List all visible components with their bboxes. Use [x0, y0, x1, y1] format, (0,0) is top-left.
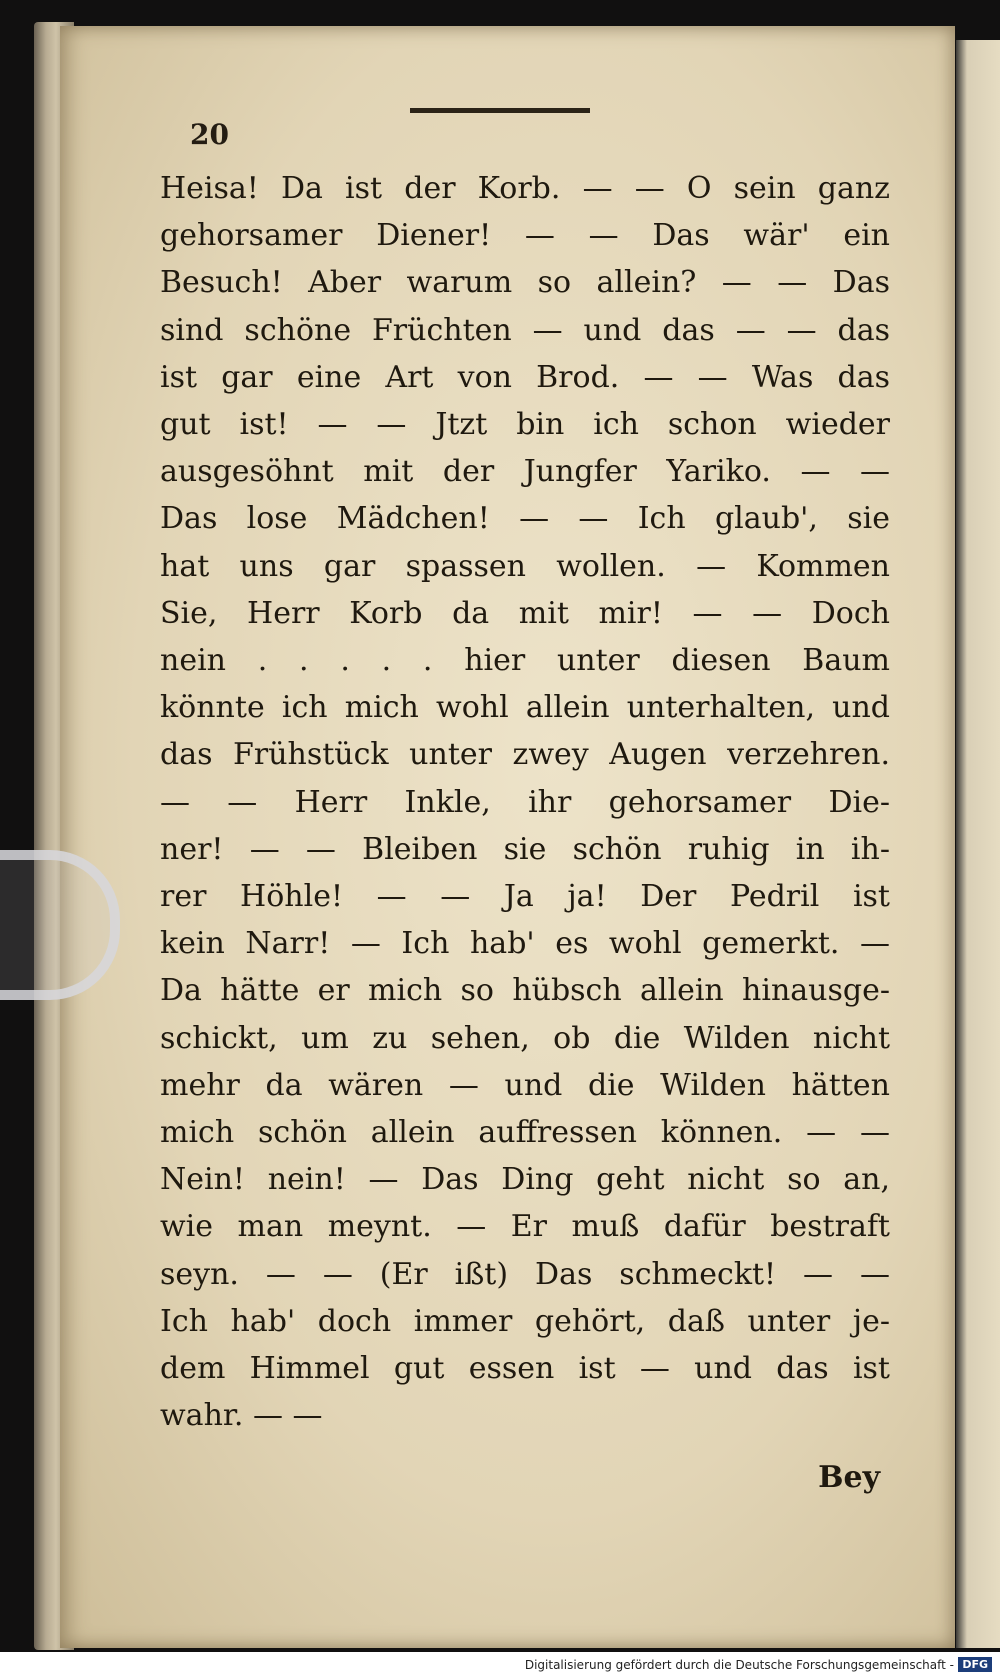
text-line: nein . . . . . hier unter diesen Baum: [160, 643, 890, 679]
text-line: seyn. — — (Er ißt) Das schmeckt! — —: [160, 1256, 890, 1292]
text-line: sind schöne Früchten — und das — — das: [160, 312, 890, 348]
page-number: 20: [190, 118, 229, 151]
text-line: gut ist! — — Jtzt bin ich schon wieder: [160, 407, 890, 443]
text-line: wie man meynt. — Er muß dafür bestraft: [160, 1209, 890, 1245]
text-line: wahr. — —: [160, 1398, 323, 1434]
text-line: rer Höhle! — — Ja ja! Der Pedril ist: [160, 879, 890, 915]
text-line: — — Herr Inkle, ihr gehorsamer Die-: [160, 784, 890, 820]
text-line: mich schön allein auffressen können. — —: [160, 1115, 890, 1151]
text-line: ist gar eine Art von Brod. — — Was das: [160, 359, 890, 395]
text-line: könnte ich mich wohl allein unterhalten, und: [160, 690, 890, 726]
text-line: Ich hab' doch immer gehört, daß unter je-: [160, 1303, 890, 1339]
text-line: Da hätte er mich so hübsch allein hinausge-: [160, 973, 890, 1009]
text-line: ner! — — Bleiben sie schön ruhig in ih-: [160, 831, 890, 867]
text-line: das Frühstück unter zwey Augen verzehren.: [160, 737, 890, 773]
text-line: ausgesöhnt mit der Jungfer Yariko. — —: [160, 454, 890, 490]
text-line: Das lose Mädchen! — — Ich glaub', sie: [160, 501, 890, 537]
text-line: hat uns gar spassen wollen. — Kommen: [160, 548, 890, 584]
catchword: Bey: [818, 1460, 880, 1495]
text-line: Nein! nein! — Das Ding geht nicht so an,: [160, 1162, 890, 1198]
text-line: schickt, um zu sehen, ob die Wilden nicht: [160, 1020, 890, 1056]
facing-page-edge: [956, 40, 1000, 1648]
funding-credit: Digitalisierung gefördert durch die Deutsche Forschungsgemeinschaft -: [524, 1658, 954, 1672]
text-line: mehr da wären — und die Wilden hätten: [160, 1067, 890, 1103]
footer-bar: [0, 1652, 1000, 1679]
text-line: Heisa! Da ist der Korb. — — O sein ganz: [160, 171, 890, 206]
text-line: gehorsamer Diener! — — Das wär' ein: [160, 218, 890, 254]
text-line: kein Narr! — Ich hab' es wohl gemerkt. —: [160, 926, 890, 962]
dfg-logo: DFG: [958, 1657, 992, 1672]
page-text: [160, 165, 890, 1439]
text-line: Besuch! Aber warum so allein? — — Das: [160, 265, 890, 301]
text-line: dem Himmel gut essen ist — und das ist: [160, 1351, 890, 1387]
text-line: Sie, Herr Korb da mit mir! — — Doch: [160, 595, 890, 631]
header-rule: [410, 108, 590, 113]
